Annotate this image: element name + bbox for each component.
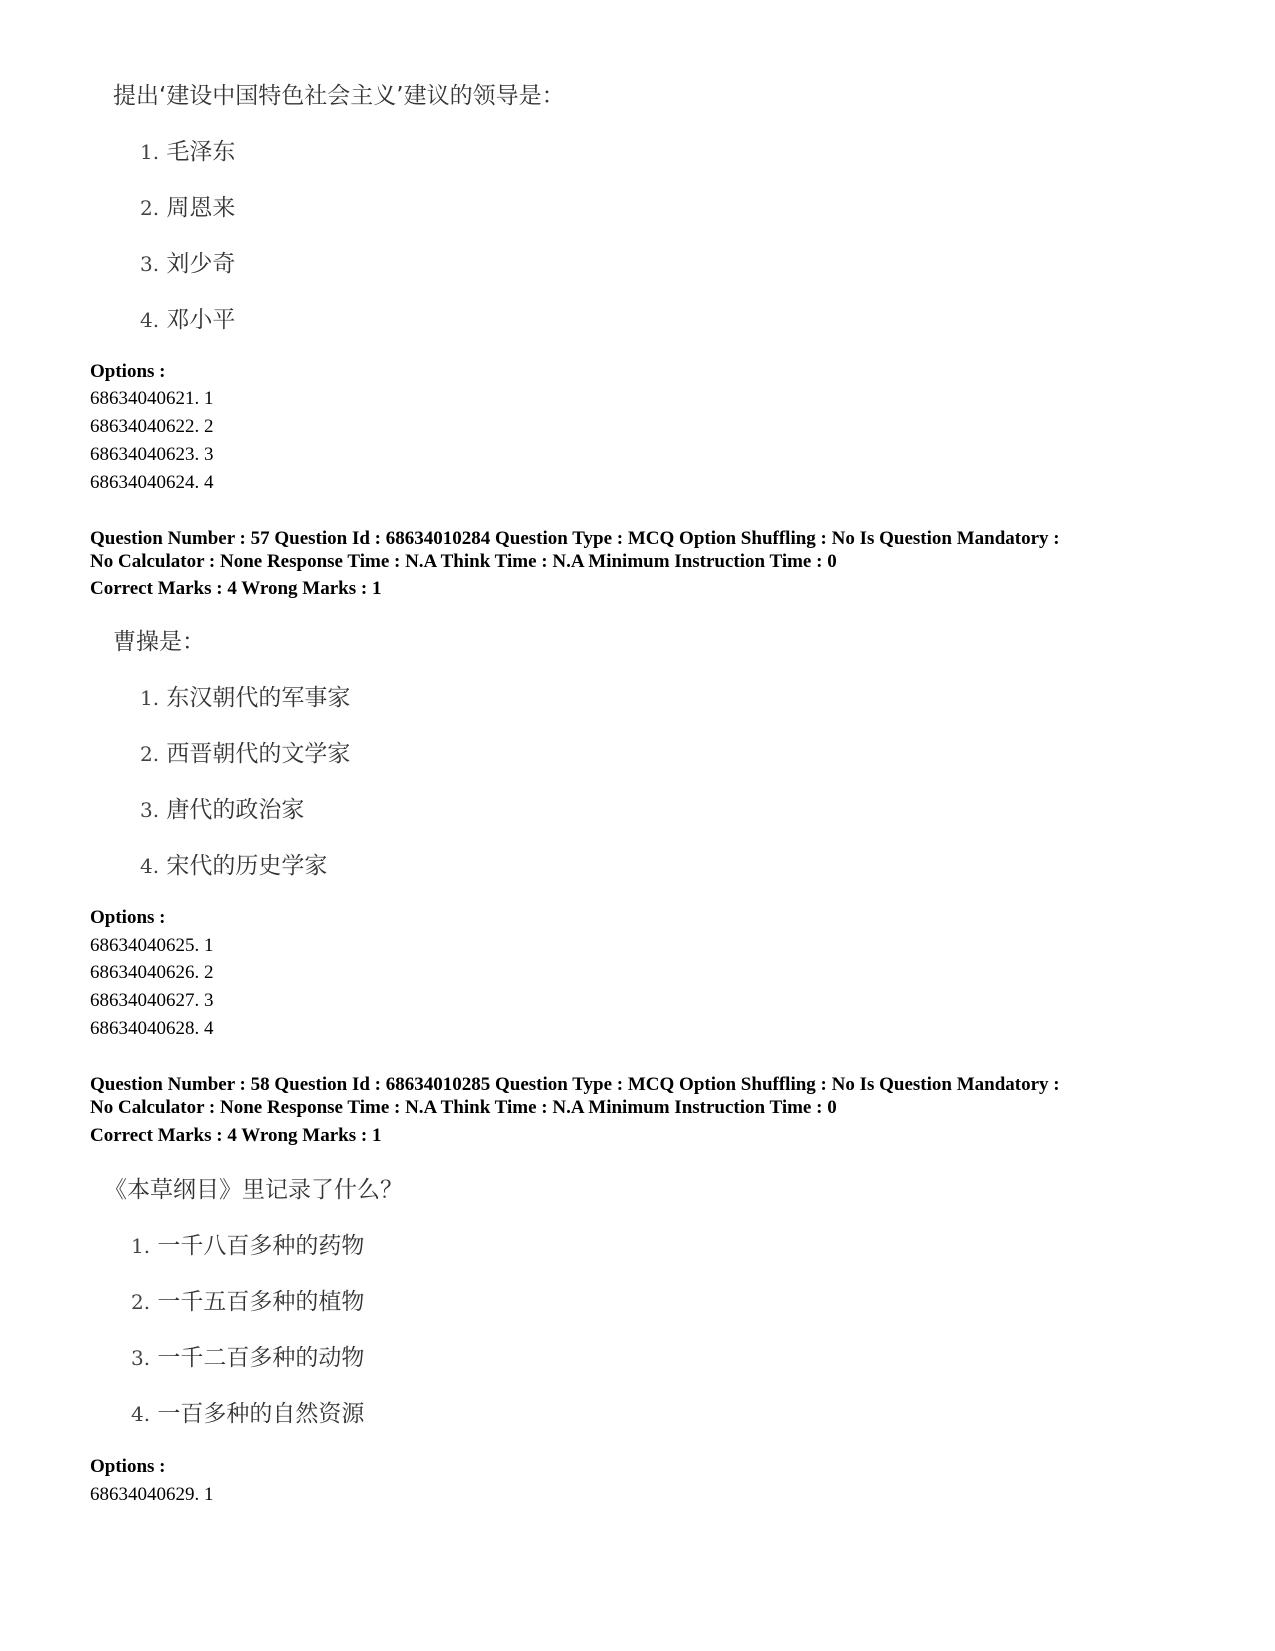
choice-number: 4. xyxy=(140,308,160,332)
choice-number: 2. xyxy=(131,1290,151,1314)
question-text: 曹操是： xyxy=(113,629,205,655)
answer-choice-4 xyxy=(140,305,235,335)
question-meta-line-2: No Calculator : None Response Time : N.A Think Time : N.A Minimum Instruction Time : 0 xyxy=(90,1097,837,1118)
choice-number: 2. xyxy=(140,742,160,766)
choice-number: 3. xyxy=(131,1346,151,1370)
choice-number: 4. xyxy=(131,1402,151,1426)
answer-choice-1 xyxy=(140,683,350,713)
answer-choice-1 xyxy=(131,1231,364,1261)
choice-number: 3. xyxy=(140,798,160,822)
option-line: 68634040629. 1 xyxy=(90,1484,214,1505)
option-line: 68634040626. 2 xyxy=(90,962,214,983)
choice-text: 宋代的历史学家 xyxy=(166,853,328,879)
choice-text: 东汉朝代的军事家 xyxy=(166,685,351,711)
question-marks: Correct Marks : 4 Wrong Marks : 1 xyxy=(90,578,382,599)
choice-text: 唐代的政治家 xyxy=(166,797,305,823)
answer-choice-3 xyxy=(131,1343,364,1373)
choice-text: 一千二百多种的动物 xyxy=(157,1345,365,1371)
option-line: 68634040627. 3 xyxy=(90,990,214,1011)
question-text: 提出‘建设中国特色社会主义’建议的领导是： xyxy=(113,83,565,109)
question-text: 《本草纲目》里记录了什么？ xyxy=(104,1177,403,1203)
choice-text: 邓小平 xyxy=(166,307,236,333)
choice-text: 周恩来 xyxy=(166,195,236,221)
answer-choice-2 xyxy=(140,739,350,769)
option-line: 68634040623. 3 xyxy=(90,444,214,465)
choice-text: 西晋朝代的文学家 xyxy=(166,741,351,767)
option-line: 68634040624. 4 xyxy=(90,472,214,493)
options-label: Options : xyxy=(90,361,166,382)
options-label: Options : xyxy=(90,1456,166,1477)
choice-number: 1. xyxy=(131,1234,151,1258)
option-line: 68634040622. 2 xyxy=(90,416,214,437)
answer-choice-3 xyxy=(140,795,304,825)
choice-number: 2. xyxy=(140,196,160,220)
answer-choice-3 xyxy=(140,249,235,279)
choice-text: 一千五百多种的植物 xyxy=(157,1289,365,1315)
question-meta-line-2: No Calculator : None Response Time : N.A Think Time : N.A Minimum Instruction Time : 0 xyxy=(90,551,837,572)
choice-number: 1. xyxy=(140,140,160,164)
question-marks: Correct Marks : 4 Wrong Marks : 1 xyxy=(90,1125,382,1146)
choice-text: 毛泽东 xyxy=(166,139,236,165)
answer-choice-1 xyxy=(140,137,235,167)
choice-number: 1. xyxy=(140,686,160,710)
answer-choice-2 xyxy=(140,193,235,223)
option-line: 68634040628. 4 xyxy=(90,1018,214,1039)
options-label: Options : xyxy=(90,907,166,928)
choice-number: 4. xyxy=(140,854,160,878)
answer-choice-4 xyxy=(131,1399,364,1429)
choice-text: 一百多种的自然资源 xyxy=(157,1401,365,1427)
question-meta-line-1: Question Number : 58 Question Id : 68634010285 Question Type : MCQ Option Shuffling : No Is Question Mandatory : xyxy=(90,1074,1060,1095)
question-meta-line-1: Question Number : 57 Question Id : 68634010284 Question Type : MCQ Option Shuffling : No Is Question Mandatory : xyxy=(90,528,1060,549)
choice-text: 刘少奇 xyxy=(166,251,236,277)
choice-text: 一千八百多种的药物 xyxy=(157,1233,365,1259)
choice-number: 3. xyxy=(140,252,160,276)
option-line: 68634040621. 1 xyxy=(90,388,214,409)
answer-choice-2 xyxy=(131,1287,364,1317)
option-line: 68634040625. 1 xyxy=(90,935,214,956)
answer-choice-4 xyxy=(140,851,327,881)
